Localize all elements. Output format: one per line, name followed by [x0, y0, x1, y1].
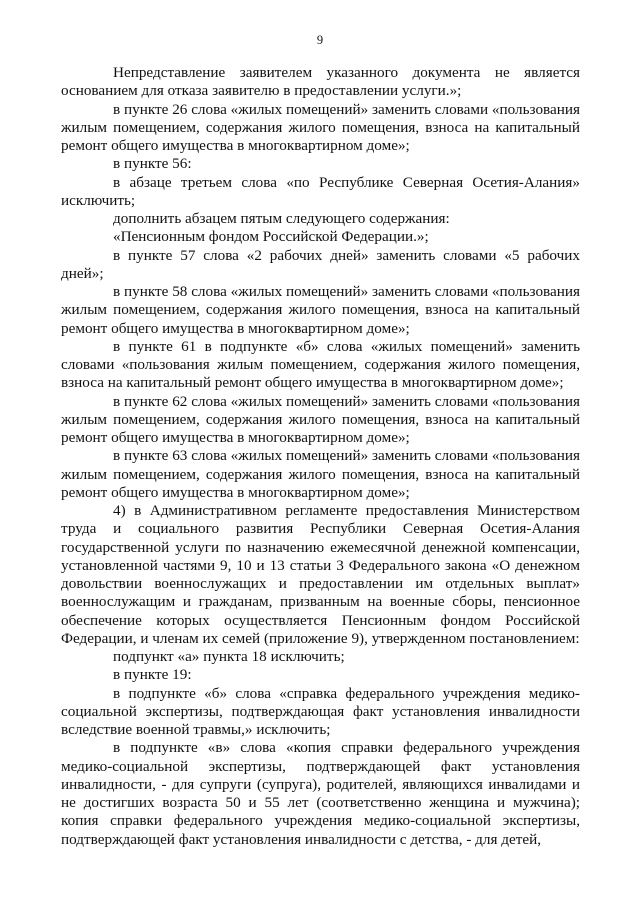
page-number: 9: [316, 33, 324, 47]
paragraph: в пункте 26 слова «жилых помещений» заменить словами «пользования жилым помещением, содержания жилого помещения, взноса на капитальный ремонт общего имущества в многоквартирном доме»;: [61, 100, 580, 154]
paragraph: в подпункте «в» слова «копия справки федерального учреждения медико-социальной экспертизы, подтверждающей факт установления инвалидности, - для супруги (супруга), родителей, являющихся инвалидами и не достигших возраста 50 и 55 лет (соответственно женщина и мужчина); копия справки федерального учреждения медико-социальной экспертизы, подтверждающей факт установления инвалидности с детства, - для детей,: [61, 739, 580, 848]
paragraph: в пункте 57 слова «2 рабочих дней» заменить словами «5 рабочих дней»;: [61, 246, 580, 282]
paragraph: в подпункте «б» слова «справка федерального учреждения медико-социальной экспертизы, подтверждающая факт установления инвалидности вследствие военной травмы,» исключить;: [61, 684, 580, 738]
document-body: [61, 64, 580, 849]
paragraph: в пункте 56:: [113, 155, 192, 173]
paragraph: 4) в Административном регламенте предоставления Министерством труда и социального развития Республики Северная Осетия-Алания государственной услуги по назначению ежемесячной денежной компенсации, установленной частями 9, 10 и 13 статьи 3 Федерального закона «О денежном довольствии военнослужащих и предоставлении им отдельных выплат» военнослужащим и гражданам, призванным на военные сборы, пенсионное обеспечение которых осуществляется Пенсионным фондом Российской Федерации, и членам их семей (приложение 9), утвержденном постановлением:: [61, 502, 580, 647]
paragraph: в пункте 61 в подпункте «б» слова «жилых помещений» заменить словами «пользования жилым помещением, содержания жилого помещения, взноса на капитальный ремонт общего имущества в многоквартирном доме»;: [61, 337, 580, 392]
paragraph: дополнить абзацем пятым следующего содержания:: [113, 210, 450, 227]
paragraph: в абзаце третьем слова «по Республике Северная Осетия-Алания» исключить;: [61, 173, 580, 209]
paragraph: в пункте 19:: [113, 666, 192, 684]
paragraph: в пункте 63 слова «жилых помещений» заменить словами «пользования жилым помещением, содержания жилого помещения, взноса на капитальный ремонт общего имущества в многоквартирном доме»;: [61, 447, 580, 501]
paragraph: подпункт «а» пункта 18 исключить;: [113, 648, 345, 665]
paragraph: «Пенсионным фондом Российской Федерации.»;: [113, 228, 429, 246]
paragraph: в пункте 62 слова «жилых помещений» заменить словами «пользования жилым помещением, содержания жилого помещения, взноса на капитальный ремонт общего имущества в многоквартирном доме»;: [61, 392, 580, 446]
paragraph: в пункте 58 слова «жилых помещений» заменить словами «пользования жилым помещением, содержания жилого помещения, взноса на капитальный ремонт общего имущества в многоквартирном доме»;: [61, 283, 580, 337]
paragraph: Непредставление заявителем указанного документа не является основанием для отказа заявителю в предоставлении услуги.»;: [61, 64, 580, 100]
